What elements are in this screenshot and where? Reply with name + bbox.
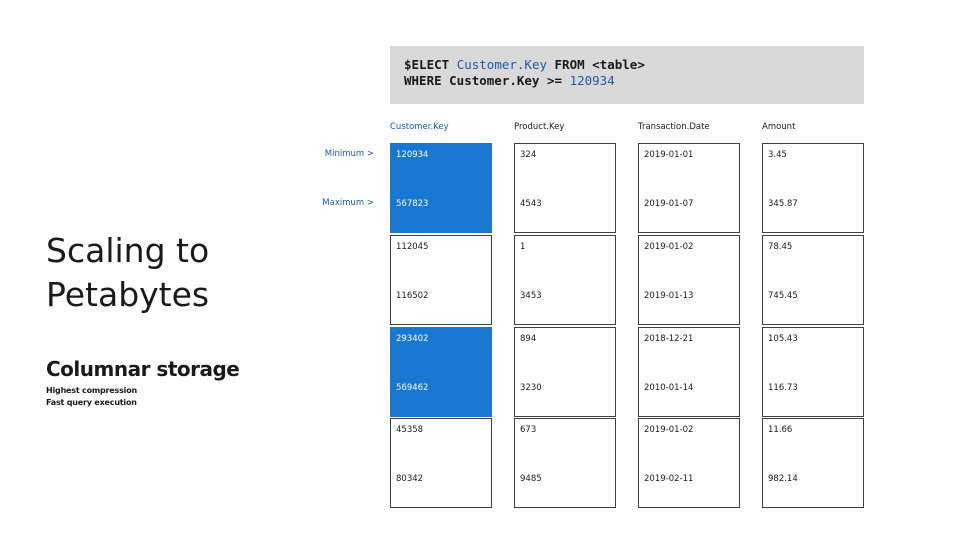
column-block-product-key: [514, 327, 616, 417]
cell-value: 9485: [520, 474, 542, 484]
cell-value: 2018-12-21: [644, 334, 694, 344]
column-block-amount: [762, 418, 864, 508]
cell-value: 982.14: [768, 474, 798, 484]
column-block-transaction-date: [638, 235, 740, 325]
cell-value: 3453: [520, 291, 542, 301]
cell-value: 116502: [396, 291, 429, 301]
cell-value: 2019-01-02: [644, 242, 694, 252]
cell-value: 894: [520, 334, 537, 344]
cell-value: 2019-01-02: [644, 425, 694, 435]
column-block-amount: [762, 143, 864, 233]
cell-value: 1: [520, 242, 526, 252]
cell-value: 2019-02-11: [644, 474, 694, 484]
cell-value: 293402: [396, 334, 429, 344]
column-header-product-key: Product.Key: [514, 122, 565, 132]
column-block-transaction-date: [638, 327, 740, 417]
column-block-transaction-date: [638, 143, 740, 233]
bullet-compression: Highest compression: [46, 386, 137, 395]
query-value: 120934: [569, 73, 615, 88]
column-block-product-key: [514, 418, 616, 508]
query-from: FROM <table>: [554, 57, 645, 72]
column-block-customer-key: [390, 143, 492, 233]
cell-value: 112045: [396, 242, 429, 252]
query-where: WHERE Customer.Key >=: [404, 73, 563, 88]
column-block-amount: [762, 235, 864, 325]
cell-value: 78.45: [768, 242, 793, 252]
cell-value: 105.43: [768, 334, 798, 344]
column-header-customer-key: Customer.Key: [390, 122, 449, 132]
cell-value: 569462: [396, 383, 429, 393]
cell-value: 673: [520, 425, 537, 435]
column-block-customer-key: [390, 235, 492, 325]
column-header-amount: Amount: [762, 122, 796, 132]
cell-value: 45358: [396, 425, 424, 435]
column-block-amount: [762, 327, 864, 417]
cell-value: 2019-01-07: [644, 199, 694, 209]
cell-value: 745.45: [768, 291, 798, 301]
query-field: Customer.Key: [456, 57, 547, 72]
column-block-product-key: [514, 235, 616, 325]
query-keyword: $ELECT: [404, 57, 450, 72]
cell-value: 2010-01-14: [644, 383, 694, 393]
slide-title: Scaling to Petabytes: [46, 231, 210, 314]
cell-value: 4543: [520, 199, 542, 209]
cell-value: 80342: [396, 474, 424, 484]
cell-value: 567823: [396, 199, 429, 209]
cell-value: 3230: [520, 383, 542, 393]
slide-subtitle: Columnar storage: [46, 357, 240, 381]
cell-value: 2019-01-13: [644, 291, 694, 301]
cell-value: 3.45: [768, 150, 787, 160]
bullet-query-execution: Fast query execution: [46, 398, 137, 407]
cell-value: 2019-01-01: [644, 150, 694, 160]
cell-value: 345.87: [768, 199, 798, 209]
cell-value: 116.73: [768, 383, 798, 393]
column-block-transaction-date: [638, 418, 740, 508]
column-block-customer-key: [390, 418, 492, 508]
column-block-customer-key: [390, 327, 492, 417]
cell-value: 11.66: [768, 425, 793, 435]
cell-value: 324: [520, 150, 537, 160]
sql-query-box: [390, 46, 864, 104]
row-label-minimum: Minimum >: [324, 149, 374, 159]
column-header-transaction-date: Transaction.Date: [638, 122, 710, 132]
cell-value: 120934: [396, 150, 429, 160]
column-block-product-key: [514, 143, 616, 233]
row-label-maximum: Maximum >: [322, 198, 374, 208]
